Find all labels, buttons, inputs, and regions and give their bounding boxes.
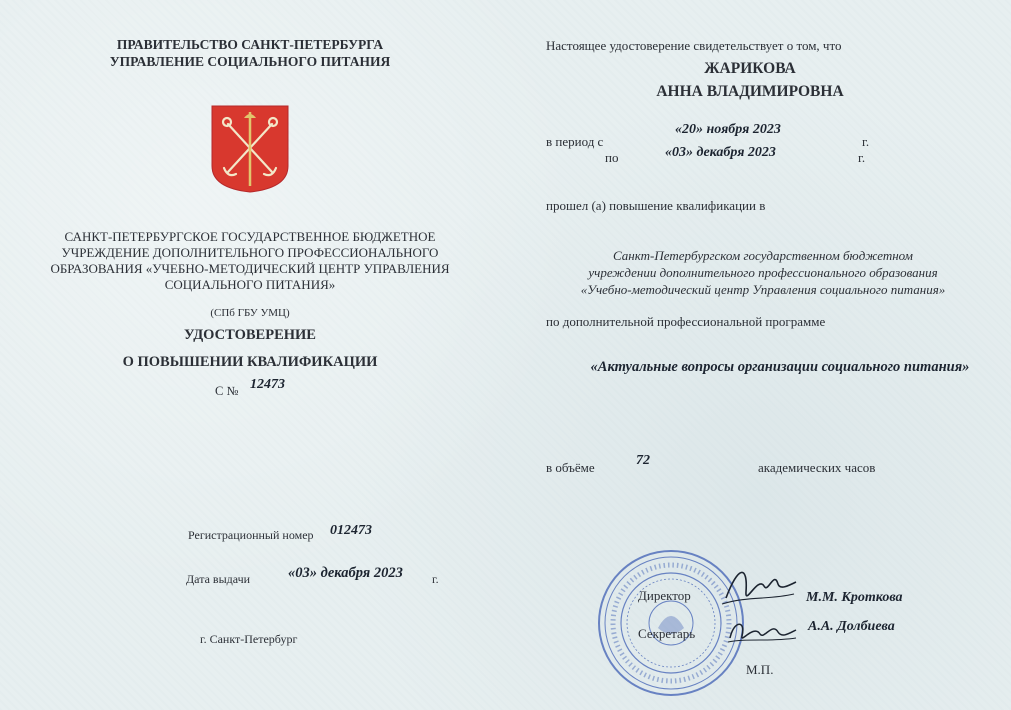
training-statement: прошел (а) повышение квалификации в bbox=[546, 198, 766, 213]
institution-name bbox=[30, 229, 470, 293]
training-organization bbox=[548, 247, 978, 298]
inst-line-1: САНКТ-ПЕТЕРБУРГСКОЕ ГОСУДАРСТВЕННОЕ БЮДЖЕТНОЕ bbox=[64, 229, 436, 244]
org-line-3: «Учебно-методический центр Управления социального питания» bbox=[580, 282, 946, 297]
issue-city: г. Санкт-Петербург bbox=[200, 632, 298, 646]
seal-place-label: М.П. bbox=[746, 662, 774, 677]
registration-label: Регистрационный номер bbox=[188, 528, 314, 542]
issue-date: «03» декабря 2023 bbox=[288, 565, 403, 581]
issue-date-label: Дата выдачи bbox=[186, 572, 251, 586]
secretary-name: А.А. Долбиева bbox=[808, 619, 895, 634]
org-line-2: учреждении дополнительного профессионального образования bbox=[588, 265, 938, 280]
period-to-date: «03» декабря 2023 bbox=[665, 145, 776, 160]
director-signature-icon bbox=[718, 556, 798, 616]
secretary-label: Секретарь bbox=[638, 626, 696, 641]
period-from-date: «20» ноября 2023 bbox=[675, 122, 781, 137]
secretary-signature-icon bbox=[724, 614, 800, 648]
program-label: по дополнительной профессиональной программе bbox=[546, 314, 826, 329]
registration-number: 012473 bbox=[330, 523, 372, 538]
program-name: «Актуальные вопросы организации социального питания» bbox=[590, 359, 970, 375]
volume-label: в объёме bbox=[546, 460, 595, 475]
government-header bbox=[60, 36, 440, 70]
document-title: УДОСТОВЕРЕНИЕ bbox=[184, 327, 316, 343]
holder-surname: ЖАРИКОВА bbox=[704, 60, 796, 77]
period-from-label: в период с bbox=[546, 134, 604, 149]
certificate-number: 12473 bbox=[250, 377, 285, 392]
director-label: Директор bbox=[638, 588, 691, 603]
holder-given-names: АННА ВЛАДИМИРОВНА bbox=[656, 83, 844, 100]
institution-abbreviation: (СПб ГБУ УМЦ) bbox=[210, 307, 290, 319]
period-to-year-suffix: г. bbox=[858, 150, 866, 165]
number-label: С № bbox=[215, 384, 239, 398]
volume-hours: 72 bbox=[636, 453, 650, 468]
inst-line-2: УЧРЕЖДЕНИЕ ДОПОЛНИТЕЛЬНОГО ПРОФЕССИОНАЛЬНОГО bbox=[61, 245, 439, 260]
hours-label: академических часов bbox=[758, 460, 876, 475]
period-from-year-suffix: г. bbox=[862, 134, 870, 149]
inst-line-3: ОБРАЗОВАНИЯ «УЧЕБНО-МЕТОДИЧЕСКИЙ ЦЕНТР УПРАВЛЕНИЯ bbox=[50, 261, 450, 276]
document-subtitle: О ПОВЫШЕНИИ КВАЛИФИКАЦИИ bbox=[122, 354, 378, 370]
gov-line-2: УПРАВЛЕНИЕ СОЦИАЛЬНОГО ПИТАНИЯ bbox=[109, 54, 391, 69]
period-to-label: по bbox=[605, 150, 619, 165]
inst-line-4: СОЦИАЛЬНОГО ПИТАНИЯ» bbox=[164, 277, 336, 292]
certification-statement: Настоящее удостоверение свидетельствует о том, что bbox=[546, 38, 842, 53]
org-line-1: Санкт-Петербургском государственном бюджетном bbox=[613, 248, 913, 263]
issue-year-suffix: г. bbox=[432, 572, 439, 586]
coat-of-arms-icon bbox=[210, 104, 290, 194]
director-name: М.М. Кроткова bbox=[806, 590, 903, 605]
gov-line-1: ПРАВИТЕЛЬСТВО САНКТ-ПЕТЕРБУРГА bbox=[116, 37, 384, 52]
